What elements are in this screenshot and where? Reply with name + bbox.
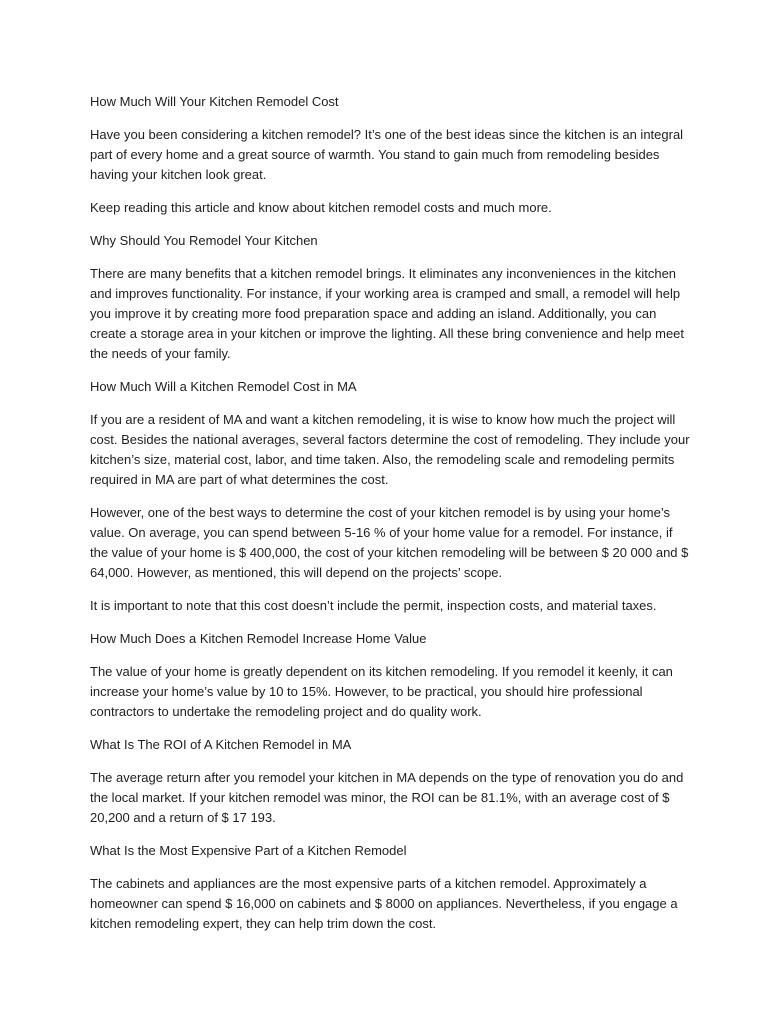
paragraph-cost-exclusions: It is important to note that this cost doesn’t include the permit, inspection costs, and material taxes. xyxy=(90,598,657,613)
document-body xyxy=(90,92,690,947)
heading-cost-in-ma: How Much Will a Kitchen Remodel Cost in MA xyxy=(90,379,357,394)
document-title: How Much Will Your Kitchen Remodel Cost xyxy=(90,94,339,109)
paragraph-intro: Have you been considering a kitchen remodel? It’s one of the best ideas since the kitchen is an integral part of every home and a great source of warmth. You stand to gain much from remodeling besides having your kitchen look great. xyxy=(90,127,684,182)
heading-why-remodel: Why Should You Remodel Your Kitchen xyxy=(90,233,318,248)
paragraph-benefits: There are many benefits that a kitchen remodel brings. It eliminates any inconveniences in the kitchen and improves functionality. For instance, if your working area is cramped and small, a remodel will help you improve it by creating more food preparation space and adding an island. Additionally, you can create a storage area in your kitchen or improve the lighting. All these bring convenience and help meet the needs of your family. xyxy=(90,266,685,361)
heading-most-expensive-part: What Is the Most Expensive Part of a Kitchen Remodel xyxy=(90,843,407,858)
paragraph-expensive-parts: The cabinets and appliances are the most expensive parts of a kitchen remodel. Approximately a homeowner can spend $ 16,000 on cabinets and $ 8000 on appliances. Nevertheless, if you engage a kitchen remodeling expert, they can help trim down the cost. xyxy=(90,876,678,931)
heading-roi-in-ma: What Is The ROI of A Kitchen Remodel in MA xyxy=(90,737,352,752)
paragraph-roi: The average return after you remodel your kitchen in MA depends on the type of renovation you do and the local market. If your kitchen remodel was minor, the ROI can be 81.1%, with an average cost of $ 20,200 and a return of $ 17 193. xyxy=(90,770,684,825)
paragraph-home-value: However, one of the best ways to determine the cost of your kitchen remodel is by using your home’s value. On average, you can spend between 5-16 % of your home value for a remodel. For instance, if the value of your home is $ 400,000, the cost of your kitchen remodeling will be between $ 20 000 and $ 64,000. However, as mentioned, this will depend on the projects’ scope. xyxy=(90,505,689,580)
paragraph-keep-reading: Keep reading this article and know about kitchen remodel costs and much more. xyxy=(90,200,552,215)
paragraph-value-increase: The value of your home is greatly dependent on its kitchen remodeling. If you remodel it keenly, it can increase your home’s value by 10 to 15%. However, to be practical, you should hire professional contractors to undertake the remodeling project and do quality work. xyxy=(90,664,673,719)
paragraph-cost-factors: If you are a resident of MA and want a kitchen remodeling, it is wise to know how much the project will cost. Besides the national averages, several factors determine the cost of remodeling. They include your kitchen’s size, material cost, labor, and time taken. Also, the remodeling scale and remodeling permits required in MA are part of what determines the cost. xyxy=(90,412,690,487)
heading-increase-home-value: How Much Does a Kitchen Remodel Increase Home Value xyxy=(90,631,427,646)
